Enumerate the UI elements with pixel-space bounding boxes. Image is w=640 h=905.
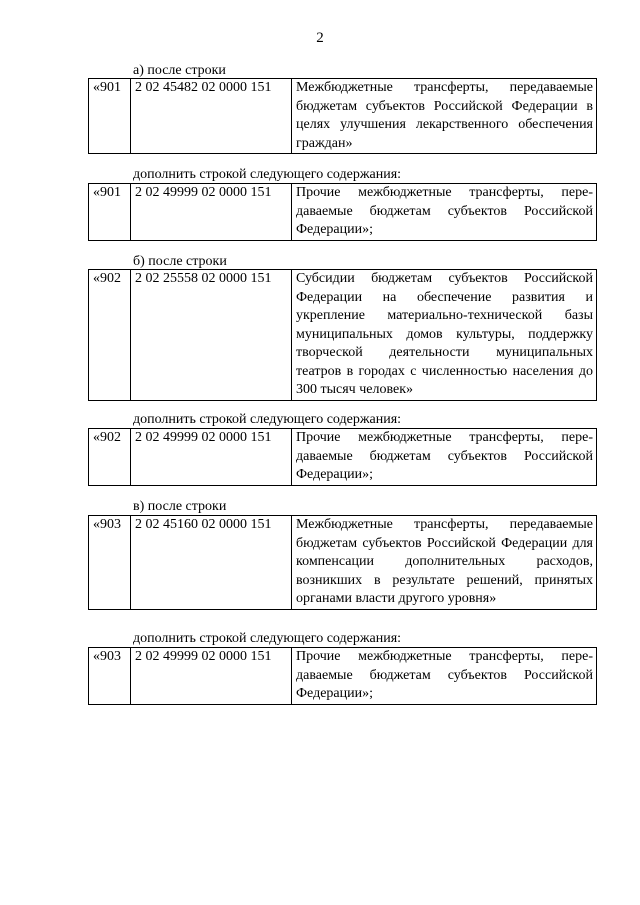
admin-code-cell: «902 bbox=[89, 270, 131, 401]
description-cell: Прочие межбюджетные трансферты, передаваемые бюджетам субъектов Российской Федерации»; bbox=[292, 184, 597, 241]
table-row bbox=[89, 184, 597, 241]
section-label-b: б) после строки bbox=[133, 254, 227, 269]
budget-code-cell: 2 02 45160 02 0000 151 bbox=[131, 516, 292, 610]
admin-code-cell: «903 bbox=[89, 648, 131, 705]
budget-row-table bbox=[88, 515, 597, 610]
table-row bbox=[89, 648, 597, 705]
budget-code-cell: 2 02 49999 02 0000 151 bbox=[131, 648, 292, 705]
description-cell: Межбюджетные трансферты, передаваемые бюджетам субъектов Российской Федерации для компенсации дополнительных расходов, возникших в результате решений, принятых органами власти другого уровня» bbox=[292, 516, 597, 610]
page-number: 2 bbox=[316, 30, 324, 46]
budget-code-cell: 2 02 45482 02 0000 151 bbox=[131, 79, 292, 154]
section-label-a: а) после строки bbox=[133, 63, 226, 78]
table-row bbox=[89, 79, 597, 154]
budget-code-cell: 2 02 25558 02 0000 151 bbox=[131, 270, 292, 401]
budget-row-table bbox=[88, 428, 597, 486]
table-row bbox=[89, 270, 597, 401]
budget-row-table bbox=[88, 183, 597, 241]
description-cell: Прочие межбюджетные трансферты, передаваемые бюджетам субъектов Российской Федерации»; bbox=[292, 648, 597, 705]
admin-code-cell: «903 bbox=[89, 516, 131, 610]
section-label-add: дополнить строкой следующего содержания: bbox=[133, 631, 402, 646]
budget-row-table bbox=[88, 647, 597, 705]
admin-code-cell: «901 bbox=[89, 184, 131, 241]
description-cell: Межбюджетные трансферты, передаваемые бюджетам субъектов Российской Федерации в целях улучшения лекарственного обеспечения граждан» bbox=[292, 79, 597, 154]
section-label-v: в) после строки bbox=[133, 499, 227, 514]
table-row bbox=[89, 516, 597, 610]
table-row bbox=[89, 429, 597, 486]
description-cell: Прочие межбюджетные трансферты, передаваемые бюджетам субъектов Российской Федерации»; bbox=[292, 429, 597, 486]
budget-row-table bbox=[88, 78, 597, 154]
budget-row-table bbox=[88, 269, 597, 401]
section-label-add: дополнить строкой следующего содержания: bbox=[133, 412, 402, 427]
description-cell: Субсидии бюджетам субъектов Российской Федерации на обеспечение развития и укрепление материально-технической базы муниципальных домов культуры, поддержку творческой деятельности муниципальных театров в городах с численностью населения до 300 тысяч человек» bbox=[292, 270, 597, 401]
budget-code-cell: 2 02 49999 02 0000 151 bbox=[131, 429, 292, 486]
section-label-add: дополнить строкой следующего содержания: bbox=[133, 167, 402, 182]
admin-code-cell: «901 bbox=[89, 79, 131, 154]
admin-code-cell: «902 bbox=[89, 429, 131, 486]
budget-code-cell: 2 02 49999 02 0000 151 bbox=[131, 184, 292, 241]
